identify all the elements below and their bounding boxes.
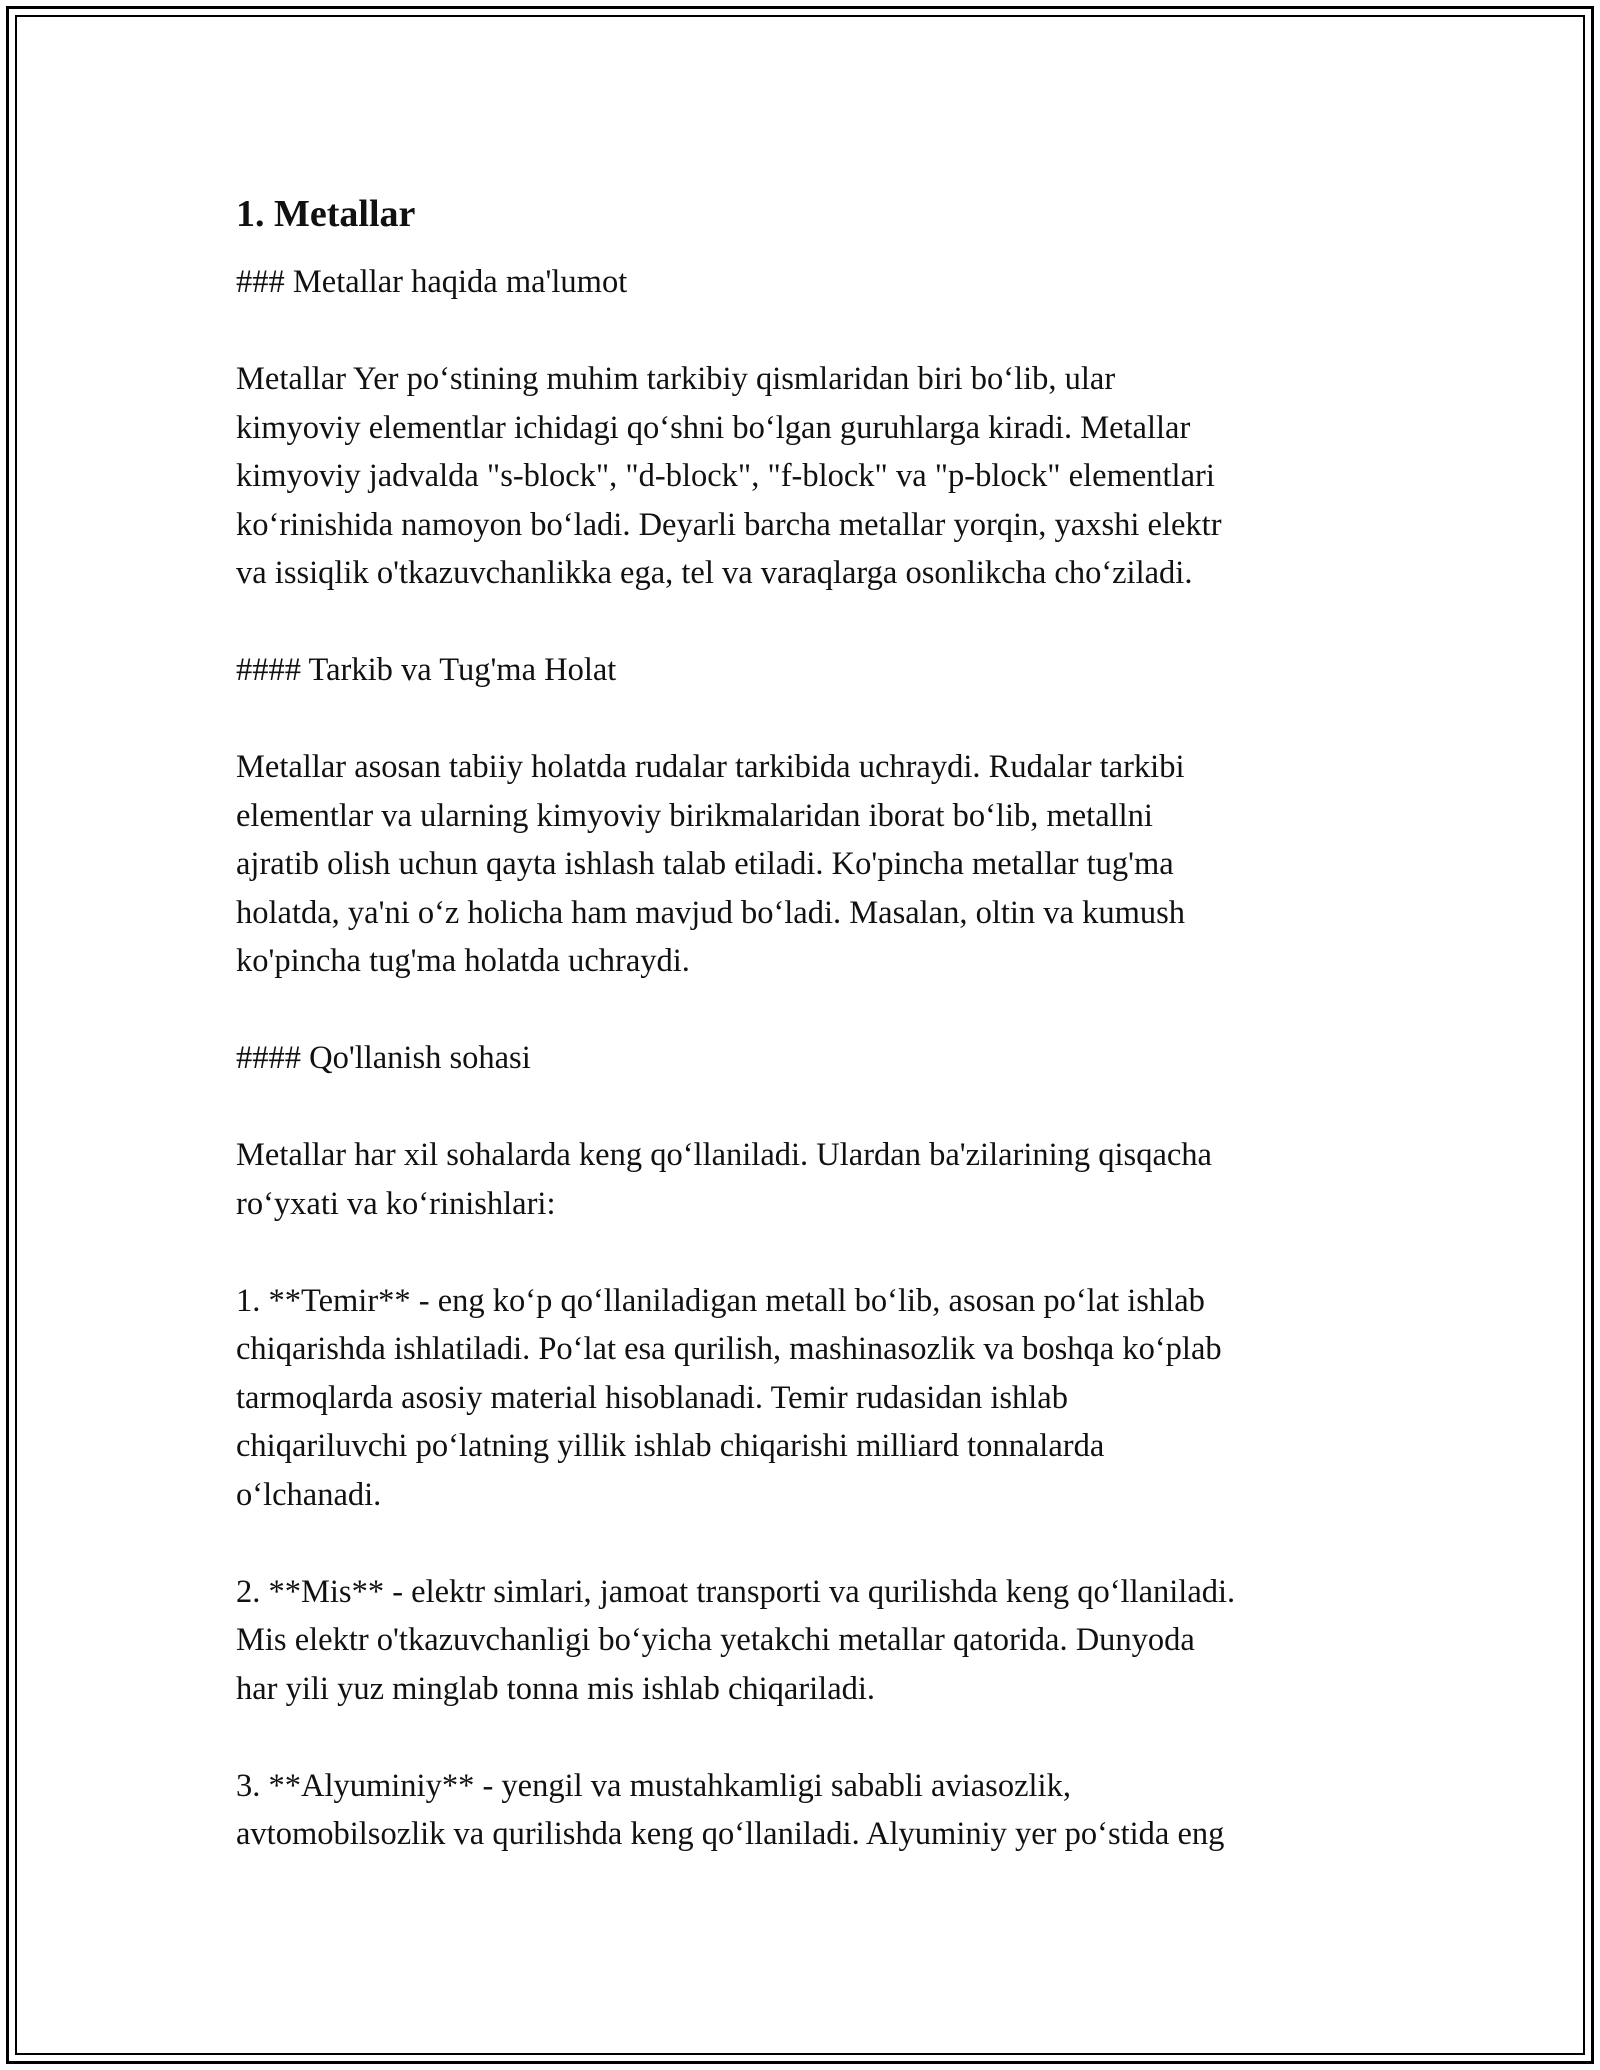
blank-line <box>236 986 1376 1035</box>
blank-line <box>236 307 1376 356</box>
text-line: holatda, ya'ni oʻz holicha ham mavjud boʻladi. Masalan, oltin va kumush <box>236 894 1186 931</box>
text-line: Metallar har xil sohalarda keng qoʻllaniladi. Ulardan ba'zilarining qisqacha <box>236 1137 1212 1173</box>
blank-line <box>236 695 1376 744</box>
text-line: Metallar Yer poʻstining muhim tarkibiy qismlaridan biri boʻlib, ular <box>236 361 1116 397</box>
text-line: #### Tarkib va Tug'ma Holat <box>236 652 617 688</box>
text-line: va issiqlik o'tkazuvchanlikka ega, tel va varaqlarga osonlikcha choʻziladi. <box>236 555 1193 591</box>
text-line: elementlar va ularning kimyoviy birikmalaridan iborat boʻlib, metallni <box>236 797 1153 834</box>
text-line: ajratib olish uchun qayta ishlash talab etiladi. Ko'pincha metallar tug'ma <box>236 846 1174 882</box>
text-line: kimyoviy elementlar ichidagi qoʻshni boʻlgan guruhlarga kiradi. Metallar <box>236 409 1191 446</box>
blank-line <box>236 1713 1376 1762</box>
document-title: 1. Metallar <box>236 193 416 235</box>
text-line: 3. **Alyuminiy** - yengil va mustahkamligi sababli aviasozlik, <box>236 1767 1071 1804</box>
text-line: Mis elektr o'tkazuvchanligi boʻyicha yetakchi metallar qatorida. Dunyoda <box>236 1622 1195 1658</box>
text-line: ko'pincha tug'ma holatda uchraydi. <box>236 943 690 979</box>
text-line: chiqariluvchi poʻlatning yillik ishlab chiqarishi milliard tonnalarda <box>236 1428 1105 1464</box>
text-line: kimyoviy jadvalda "s-block", "d-block", "f-block" va "p-block" elementlari <box>236 458 1215 494</box>
blank-line <box>236 1083 1376 1132</box>
text-line: ### Metallar haqida ma'lumot <box>236 264 628 300</box>
title-spacer <box>236 246 1376 258</box>
text-line: oʻlchanadi. <box>236 1476 382 1513</box>
blank-line <box>236 1519 1376 1568</box>
text-line: chiqarishda ishlatiladi. Poʻlat esa qurilish, mashinasozlik va boshqa koʻplab <box>236 1331 1222 1367</box>
blank-line <box>236 598 1376 647</box>
text-line: roʻyxati va koʻrinishlari: <box>236 1185 556 1222</box>
document-text <box>236 258 1376 1859</box>
text-line: har yili yuz minglab tonna mis ishlab chiqariladi. <box>236 1670 876 1707</box>
text-line: #### Qo'llanish sohasi <box>236 1040 531 1076</box>
text-line: koʻrinishida namoyon boʻladi. Deyarli barcha metallar yorqin, yaxshi elektr <box>236 506 1222 543</box>
text-line: Metallar asosan tabiiy holatda rudalar tarkibida uchraydi. Rudalar tarkibi <box>236 749 1185 785</box>
text-line: tarmoqlarda asosiy material hisoblanadi. Temir rudasidan ishlab <box>236 1379 1068 1416</box>
text-line: avtomobilsozlik va qurilishda keng qoʻllaniladi. Alyuminiy yer poʻstida eng <box>236 1816 1225 1852</box>
document-body <box>236 182 1376 1859</box>
text-line: 2. **Mis** - elektr simlari, jamoat transporti va qurilishda keng qoʻllaniladi. <box>236 1573 1236 1610</box>
blank-line <box>236 1228 1376 1277</box>
text-line: 1. **Temir** - eng koʻp qoʻllaniladigan metall boʻlib, asosan poʻlat ishlab <box>236 1282 1205 1319</box>
